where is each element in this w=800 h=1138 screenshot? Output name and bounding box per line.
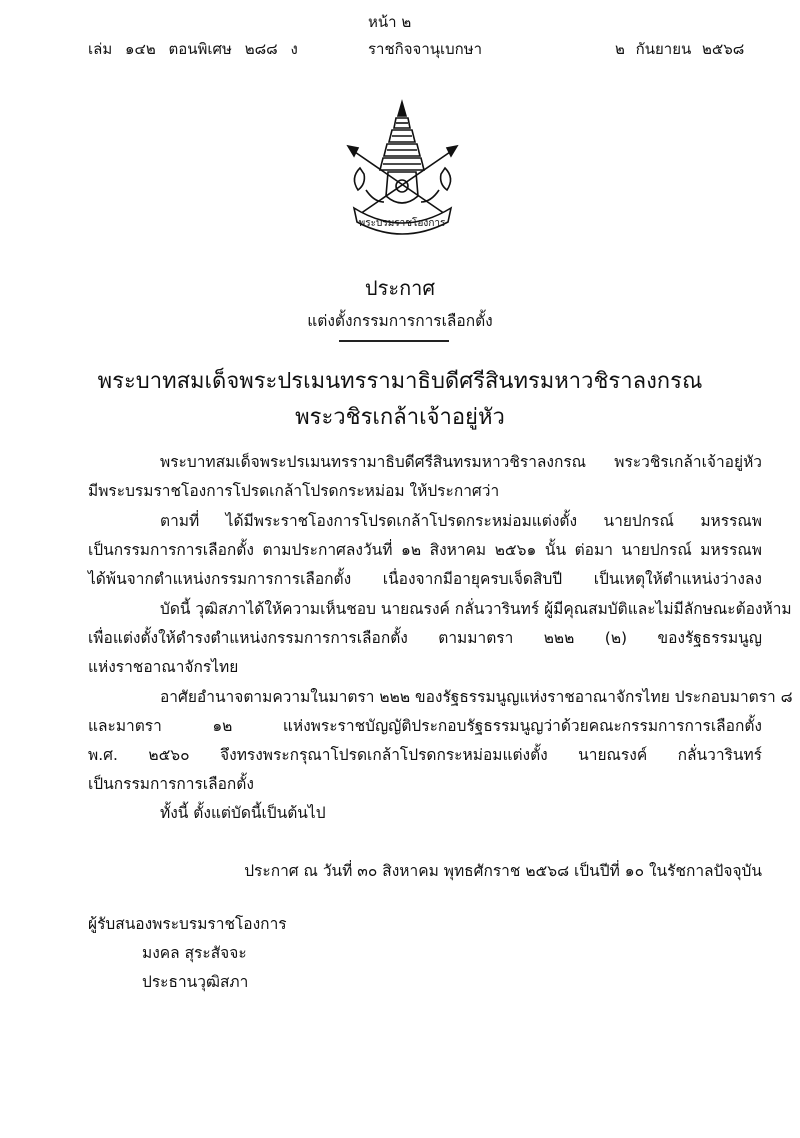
body-line: และมาตรา ๑๒ แห่งพระราชบัญญัติประกอบรัฐธรรมนูญว่าด้วยคณะกรรมการการเลือกตั้ง bbox=[88, 717, 762, 735]
body-line: เพื่อแต่งตั้งให้ดำรงตำแหน่งกรรมการการเลือกตั้ง ตามมาตรา ๒๒๒ (๒) ของรัฐธรรมนูญ bbox=[88, 629, 762, 647]
royal-name-line-2: พระวชิรเกล้าเจ้าอยู่หัว bbox=[295, 405, 505, 430]
page-number: หน้า ๒ bbox=[368, 13, 412, 31]
royal-name-line-1: พระบาทสมเด็จพระปรเมนทรรามาธิบดีศรีสินทรมหาวชิราลงกรณ bbox=[97, 369, 703, 394]
body-line: ตามที่ ได้มีพระราชโองการโปรดเกล้าโปรดกระหม่อมแต่งตั้ง นายปกรณ์ มหรรณพ bbox=[160, 512, 762, 530]
gazette-title: ราชกิจจานุเบกษา bbox=[368, 40, 483, 58]
body-line: ได้พ้นจากตำแหน่งกรรมการการเลือกตั้ง เนื่องจากมีอายุครบเจ็ดสิบปี เป็นเหตุให้ตำแหน่งว่างลง bbox=[88, 570, 762, 588]
announcement-title: ประกาศ bbox=[364, 276, 436, 300]
title-divider bbox=[339, 340, 449, 342]
countersign-position: ประธานวุฒิสภา bbox=[142, 973, 249, 991]
gazette-date: ๒ กันยายน ๒๕๖๘ bbox=[615, 40, 745, 58]
body-line: ทั้งนี้ ตั้งแต่บัดนี้เป็นต้นไป bbox=[160, 804, 326, 822]
countersign-name: มงคล สุระสัจจะ bbox=[142, 944, 247, 962]
body-line: พระบาทสมเด็จพระปรเมนทรรามาธิบดีศรีสินทรมหาวชิราลงกรณ พระวชิรเกล้าเจ้าอยู่หัว bbox=[160, 453, 762, 471]
announcement-subtitle: แต่งตั้งกรรมการการเลือกตั้ง bbox=[307, 312, 493, 330]
proclamation-date: ประกาศ ณ วันที่ ๓๐ สิงหาคม พุทธศักราช ๒๕๖๘ เป็นปีที่ ๑๐ ในรัชกาลปัจจุบัน bbox=[244, 862, 762, 880]
body-line: เป็นกรรมการการเลือกตั้ง ตามประกาศลงวันที่ ๑๒ สิงหาคม ๒๕๖๑ นั้น ต่อมา นายปกรณ์ มหรรณพ bbox=[88, 541, 762, 559]
emblem-inscription: พระบรมราชโองการ bbox=[358, 218, 446, 229]
body-line: เป็นกรรมการการเลือกตั้ง bbox=[88, 775, 254, 793]
countersign-label: ผู้รับสนองพระบรมราชโองการ bbox=[88, 915, 287, 933]
body-line: อาศัยอำนาจตามความในมาตรา ๒๒๒ ของรัฐธรรมนูญแห่งราชอาณาจักรไทย ประกอบมาตรา ๘ bbox=[160, 688, 793, 706]
body-line: พ.ศ. ๒๕๖๐ จึงทรงพระกรุณาโปรดเกล้าโปรดกระหม่อมแต่งตั้ง นายณรงค์ กลั่นวารินทร์ bbox=[88, 746, 762, 764]
body-line: บัดนี้ วุฒิสภาได้ให้ความเห็นชอบ นายณรงค์ กลั่นวารินทร์ ผู้มีคุณสมบัติและไม่มีลักษณะต้องห้าม bbox=[160, 600, 792, 618]
body-line: มีพระบรมราชโองการโปรดเกล้าโปรดกระหม่อม ให้ประกาศว่า bbox=[88, 482, 500, 500]
gazette-volume: เล่ม ๑๔๒ ตอนพิเศษ ๒๘๘ ง bbox=[88, 40, 298, 58]
body-line: แห่งราชอาณาจักรไทย bbox=[88, 658, 239, 676]
royal-seal-emblem-icon bbox=[340, 98, 465, 238]
